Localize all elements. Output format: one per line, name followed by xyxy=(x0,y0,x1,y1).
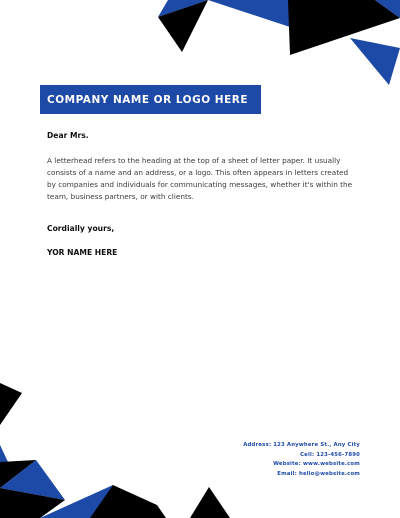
right-blue-triangle xyxy=(350,38,400,85)
top-blue-band xyxy=(208,0,291,27)
contact-address: Address: 123 Anywhere St., Any City xyxy=(243,442,360,448)
contact-website: Website: www.website.com xyxy=(273,461,360,468)
bottom-black-peak xyxy=(190,487,230,518)
closing: Cordially yours, xyxy=(47,224,115,233)
salutation: Dear Mrs. xyxy=(47,131,89,140)
contact-email: Email: hello@website.com xyxy=(277,471,360,478)
contact-block xyxy=(243,441,360,480)
left-black-triangle xyxy=(0,383,22,425)
company-logo-banner xyxy=(40,85,261,114)
signature-name: YOR NAME HERE xyxy=(47,248,118,257)
company-logo-text: COMPANY NAME OR LOGO HERE xyxy=(47,93,249,106)
contact-cell: Cell: 123-456-7890 xyxy=(300,451,360,458)
letter-body: A letterhead refers to the heading at the top of a sheet of letter paper. It usually consists of a name and an address, or a logo. This often appears in letters created by companies and individuals for communicating messages, whether it's within the team, business partners, or with clients. xyxy=(47,156,353,201)
